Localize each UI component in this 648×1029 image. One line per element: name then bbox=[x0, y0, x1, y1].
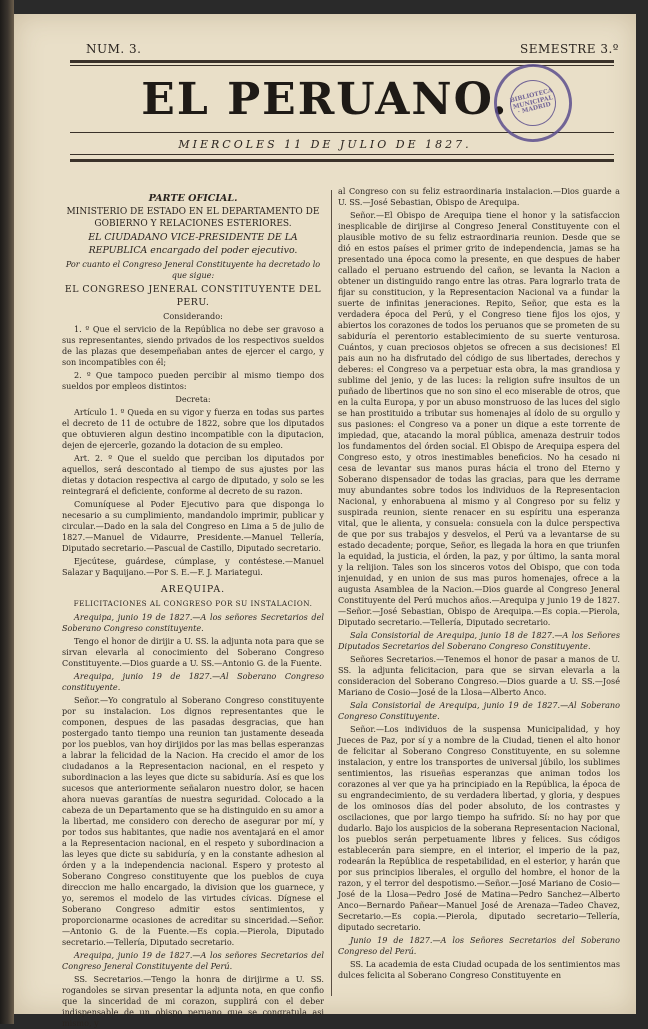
date-bottom-rule-thick bbox=[70, 159, 614, 162]
left-column-paragraph: Artículo 1. º Queda en su vigor y fuerza en todas sus partes el decreto de 11 de octubre de 1822, sobre que los diputados que obtuvieren algun destino incompatible con la diputacion, dejen de ejercerle, gozando la dotacion de su empleo. bbox=[62, 407, 324, 451]
left-column-paragraph: EL CIUDADANO VICE-PRESIDENTE DE LA REPUBLICA encargado del poder ejecutivo. bbox=[88, 232, 298, 256]
issue-date: MIERCOLES 11 DE JULIO DE 1827. bbox=[178, 138, 472, 151]
date-bottom-rule bbox=[70, 154, 614, 155]
right-column-paragraph: SS. La academia de esta Ciudad ocupada de los sentimientos mas dulces felicita al Soberano Congreso Constituyente en bbox=[338, 959, 620, 980]
left-column-paragraph: Arequipa, junio 19 de 1827.—Al Soberano Congreso constituyente. bbox=[62, 670, 324, 692]
left-column-paragraph: Tengo el honor de dirijir a U. SS. la adjunta nota para que se sirvan elevarla al conocimiento del Soberano Congreso Constituyente.—Dios guarde a U. SS.—Antonio G. de la Fuente. bbox=[62, 635, 324, 668]
left-column-paragraph: Por cuanto el Congreso Jeneral Constituyente ha decretado lo que sigue: bbox=[65, 258, 321, 280]
right-column-paragraph: Señor.—Los individuos de la suspensa Municipalidad, y hoy Jueces de Paz, por sí y a nombre de la Ciudad, tienen el alto honor de felicitar al Soberano Congreso Constituyente, en su solemne instalacion, y entre los transportes de universal júbilo, los sublimes sentimientos, las risueñas esperanzas que animan todos los corazones al ver que ya ha principiado en la República, la época de su engrandecimiento, de su verdadera libertad, y gloria, y despues de los ominosos días del poder absoluto, de los contrastes y oscilaciones, que por largo tiempo ha sufrido. Sí: no hay por que dudarlo. Bajo los auspicios de la soberana Representacion Nacional, los pueblos serán perpetuamente libres y felices. Sus códigos establecerán para siempre, en el interior, el imperio de la paz, rodearán la República de respetabilidad, en el esterior, y harán que por sus principios liberales, el orgullo del hombre, el honor de la razon, y el terror del despotismo.—Señor.—José Mariano de Cosio—José de la Llosa—Pedro José de Matina—Pedro Sanchez—Alberto Anco—Bernardo Pañear—Manuel José de Arenaza—Tadeo Chavez, Secretario.—Es copia.—Pierola, diputado secretario—Tellería, diputado secretario. bbox=[338, 724, 620, 932]
right-column bbox=[338, 186, 620, 1000]
right-column-paragraph: Junio 19 de 1827.—A los Señores Secretarios del Soberano Congreso del Perú. bbox=[338, 935, 620, 956]
left-column-paragraph: EL CONGRESO JENERAL CONSTITUYENTE DEL PERU. bbox=[64, 283, 322, 308]
masthead-top-rule bbox=[70, 60, 614, 63]
left-column-paragraph: Señor.—Yo congratulo al Soberano Congreso constituyente por su instalacion. Los dignos representantes que le componen, despues de las pasadas desgracias, que han postergado tanto tiempo una reunion tan justamente deseada por los pueblos, van hoy dirijidos por las mas bellas esperanzas a labrar la felicidad de la Nacion. Ha crecido el amor de los ciudadanos a la Representacion nacional, en el respeto y subordinacion a las leyes que dicte su sabiduría. Así es que los sucesos que anteriormente señalaron nuestro dolor, se hacen ahora nuevas garantías de nuestra seguridad. Colocado a la cabeza de un Departamento que se ha distinguido en su amor a la libertad, me considero con derecho de asegurar por mí, y por todos sus habitantes, que nadie nos aventajará en el amor a la Representacion nacional, en el respeto y subordinacion a las leyes que dicte su sabiduría, y en la constante adhesion al órden y a la independencia nacional. Espero y protesto al Soberano Congreso constituyente que los pueblos de cuya direccion me hallo encargado, la division que los guarnece, y yo, seremos el modelo de las virtudes cívicas. Dígnese el Soberano Congreso admitir estos sentimientos, y proporcionarme ocasiones de acreditar su sinceridad.—Señor.—Antonio G. de la Fuente.—Es copia.—Pierola, Diputado secretario.—Tellería, Diputado secretario. bbox=[62, 694, 324, 947]
left-column-paragraph: AREQUIPA. bbox=[160, 584, 226, 596]
right-column-paragraph: Sala Consistorial de Arequipa, junio 19 de 1827.—Al Soberano Congreso Constituyente. bbox=[338, 700, 620, 721]
semester-label: SEMESTRE 3.º bbox=[520, 42, 619, 56]
issue-number: NUM. 3. bbox=[86, 42, 142, 56]
left-column-paragraph: PARTE OFICIAL. bbox=[148, 193, 238, 204]
left-column-paragraph: FELICITACIONES AL CONGRESO POR SU INSTALACION. bbox=[73, 599, 313, 609]
left-column bbox=[62, 186, 324, 1028]
left-column-paragraph: Arequipa, junio 19 de 1827.—A los señores Secretarios del Soberano Congreso constituyente. bbox=[62, 611, 324, 633]
library-stamp bbox=[486, 56, 581, 151]
left-column-paragraph: Considerando: bbox=[163, 311, 223, 322]
left-column-paragraph: 2. º Que tampoco pueden percibir al mismo tiempo dos sueldos por empleos distintos: bbox=[62, 370, 324, 392]
left-column-paragraph: 1. º Que el servicio de la República no debe ser gravoso a sus representantes, siendo privados de los respectivos sueldos de las plazas que desempeñaban antes de ejercer el cargo, y son incompatibles con él; bbox=[62, 324, 324, 368]
left-column-paragraph: SS. Secretarios.—Tengo la honra de dirijirme a U. SS. rogandoles se sirvan presentar la adjunta nota, en que confio que la sinceridad de mi corazon, supplirá con el deber indispensable de un obispo peruano que se congratula asi mismo, y bbox=[62, 973, 324, 1028]
left-column-paragraph: Arequipa, junio 19 de 1827.—A los señores Secretarios del Congreso Jeneral Constituyente del Perú. bbox=[62, 949, 324, 971]
left-column-paragraph: Ejecútese, guárdese, cúmplase, y contéstese.—Manuel Salazar y Baquijano.—Por S. E.—F. J. Mariategui. bbox=[62, 556, 324, 578]
column-divider bbox=[331, 190, 332, 996]
right-column-paragraph: Señores Secretarios.—Tenemos el honor de pasar a manos de U. SS. la adjunta felicitacion, para que se sirvan elevarla a la consideracion del Soberano Congreso.—Dios guarde a U. SS.—José Mariano de Cosio—José de la Llosa—Alberto Anco. bbox=[338, 654, 620, 697]
book-spine bbox=[0, 0, 14, 1024]
left-column-paragraph: Comuníquese al Poder Ejecutivo para que disponga lo necesario a su cumplimiento, mandandolo imprimir, publicar y circular.—Dado en la sala del Congreso en Lima a 5 de julio de 1827.—Manuel de Vidaurre, Presidente.—Manuel Tellería, Diputado secretario.—Pascual de Castillo, Diputado secretario. bbox=[62, 499, 324, 554]
library-stamp-text: BIBLIOTECA MUNICIPAL · MADRID bbox=[505, 75, 561, 131]
left-column-paragraph: MINISTERIO DE ESTADO EN EL DEPARTAMENTO DE GOBIERNO Y RELACIONES ESTERIORES. bbox=[66, 207, 320, 229]
left-column-paragraph: Decreta: bbox=[175, 394, 211, 405]
left-column-paragraph: Art. 2. º Que el sueldo que perciban los diputados por aquellos, será descontado al tiempo de sus ajustes por las dietas y dotacion respectiva al cargo de diputado, y solo se les reintegrará el deficiente, conforme al decreto de su razon. bbox=[62, 453, 324, 497]
newspaper-page bbox=[14, 14, 636, 1028]
right-column-paragraph: Señor.—El Obispo de Arequipa tiene el honor y la satisfaccion inesplicable de dirijirse al Congreso Jeneral Constituyente con el plausible motivo de su feliz estraordinaria reunion. Desde que se dió en estos países el primer grito de independencia, jamas se ha presentado una época como la presente, en que despues de haber callado el peruano estruendo del cañon, se levanta la Nacion a obtener un distinguido rango entre las otras. Para lograrlo trata de fijar su constitucion, y la Representacion Nacional va a fundar la suerte de infinitas jeneraciones. Repito, Señor, que esta es la verdadera época del Perú, y el Congreso tiene fijos los ojos, y abiertos los corazones de todos los peruanos que se prometen de su sabiduría el perentorio establecimiento de su suerte venturosa. Cuántos, y cuan preciosos objetos se ofrecen a sus decisiones! El pais aun no ha disfrutado del código de sus libertades, derechos y deberes: el Congreso va a perpetuar esta obra, la mas grandiosa y sublime del jenio, y de las luces: la religion sufre insultos de un puñado de libertinos que no son sino el eco miserable de otros, que en la culta Europa, y por un abuso monstruoso de las luces del siglo se han prostituido a tributar sus homenajes al ídolo de su orgullo y sus pasiones: el Congreso va a poner un dique a este torrente de impiedad, que, atacando la moral pública, amenaza destruir todos los fundamentos del órden social. El Obispo de Arequipa espera del Congreso esto, y otros inestimables beneficios. No ha cesado ni cesa de levantar sus manos puras hácia el trono del Eterno y Soberano dispensador de todas las gracias, para que les derrame muy abundantes sobre todos los individuos de la Representacion Nacional, y enhorabuena al mismo y al Congreso por su feliz y suspirada reunion, siente renacer en su espíritu una esperanza vital, que le alienta, y consuela: consuela con la dulce perspectiva de que por sus trabajos y desvelos, el Perú va a levantarse de su estado decadente; porque, Señor, es llegada la hora en que triunfen la equidad, la justicia, el órden, la paz, y por último, la santa moral y la relijion. Tales son los sinceros votos del Obispo, que con toda injenuidad, y en union de sus mas puros homenajes, ofrece a la augusta Asamblea de la Nacion.—Dios guarde al Congreso Jeneral Constituyente del Perú muchos años.—Arequipa y junio 19 de 1827.—Señor.—José Sebastian, Obispo de Arequipa.—Es copia.—Pierola, Diputado secretario.—Tellería, Diputado secretario. bbox=[338, 210, 620, 627]
right-column-paragraph: al Congreso con su feliz estraordinaria instalacion.—Dios guarde a U. SS.—José Sebastian, Obispo de Arequipa. bbox=[338, 186, 620, 207]
right-column-paragraph: Sala Consistorial de Arequipa, junio 18 de 1827.—A los Señores Diputados Secretarios del Soberano Congreso Constituyente. bbox=[338, 630, 620, 651]
masthead-title: EL PERUANO. bbox=[141, 74, 509, 125]
